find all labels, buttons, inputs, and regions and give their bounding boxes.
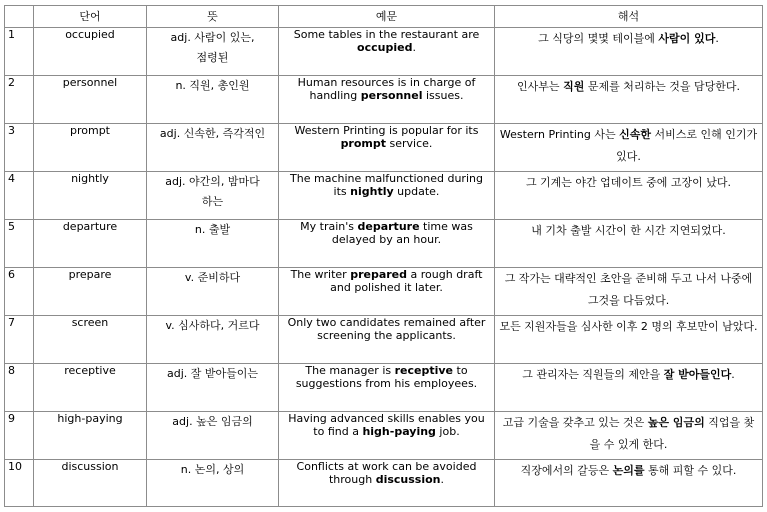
table-row [5, 268, 763, 316]
meaning-line: n. 직원, 총인원 [175, 79, 250, 92]
header-translation: 해석 [495, 6, 763, 28]
text-segment: 직업을 찾을 수 있게 한다. [589, 416, 755, 451]
highlighted-word: 신속한 [619, 128, 651, 141]
meaning-line: v. 심사하다, 거르다 [165, 319, 260, 332]
meaning-cell [147, 28, 279, 76]
translation-cell [495, 460, 763, 507]
word-cell: discussion [34, 460, 147, 507]
meaning-line: n. 출발 [194, 223, 231, 236]
example-sentence-cell [279, 28, 495, 76]
meaning-cell [147, 268, 279, 316]
table-row [5, 316, 763, 364]
table-row [5, 412, 763, 460]
text-segment: Only two candidates remained after screening the applicants. [287, 316, 486, 342]
text-segment: issues. [422, 89, 464, 102]
example-sentence-cell [279, 124, 495, 172]
row-number: 3 [5, 124, 34, 172]
meaning-line: n. 논의, 상의 [180, 463, 245, 476]
meaning-cell [147, 124, 279, 172]
table-row [5, 28, 763, 76]
example-sentence-cell [279, 268, 495, 316]
text-segment: service. [386, 137, 433, 150]
meaning-line: adj. 높은 임금의 [172, 415, 253, 428]
text-segment: My train's [300, 220, 358, 233]
word-cell: receptive [34, 364, 147, 412]
text-segment: 그 작가는 대략적인 초안을 준비해 두고 나서 나중에 그것을 다듬었다. [504, 272, 753, 307]
table-row [5, 460, 763, 507]
meaning-line: adj. 신속한, 즉각적인 [159, 127, 266, 140]
table-row [5, 220, 763, 268]
table-body [5, 28, 763, 507]
text-segment: 고급 기술을 갖추고 있는 것은 [502, 416, 648, 429]
header-row [5, 6, 763, 28]
highlighted-word: 사람이 있다 [658, 32, 716, 45]
text-segment: 모든 지원자들을 심사한 이후 2 명의 후보만이 남았다. [499, 320, 758, 333]
text-segment: time was delayed by an hour. [331, 220, 473, 246]
translation-cell [495, 172, 763, 220]
table-row [5, 172, 763, 220]
table-row [5, 124, 763, 172]
word-cell: high-paying [34, 412, 147, 460]
word-cell: departure [34, 220, 147, 268]
text-segment: The writer [290, 268, 351, 281]
translation-cell [495, 124, 763, 172]
highlighted-word: discussion [375, 473, 441, 486]
text-segment: Some tables in the restaurant are [293, 28, 480, 41]
text-segment: 그 관리자는 직원들의 제안을 [522, 368, 664, 381]
highlighted-word: 잘 받아들인다 [663, 368, 732, 381]
highlighted-word: receptive [394, 364, 454, 377]
text-segment: The machine malfunctioned during its [290, 172, 483, 198]
translation-cell [495, 316, 763, 364]
highlighted-word: 직원 [563, 80, 585, 93]
row-number: 1 [5, 28, 34, 76]
example-sentence-cell [279, 364, 495, 412]
highlighted-word: nightly [350, 185, 394, 198]
word-cell: occupied [34, 28, 147, 76]
header-word: 단어 [34, 6, 147, 28]
row-number: 9 [5, 412, 34, 460]
meaning-line: adj. 잘 받아들이는 [166, 367, 259, 380]
meaning-cell [147, 172, 279, 220]
text-segment: update. [393, 185, 440, 198]
meaning-line: v. 준비하다 [184, 271, 241, 284]
text-segment: . [731, 368, 735, 381]
table-row [5, 76, 763, 124]
highlighted-word: occupied [357, 41, 413, 54]
example-sentence-cell [279, 220, 495, 268]
translation-cell [495, 268, 763, 316]
translation-cell [495, 76, 763, 124]
text-segment: . [440, 473, 444, 486]
translation-cell [495, 364, 763, 412]
text-segment: . [715, 32, 719, 45]
text-segment: job. [435, 425, 460, 438]
text-segment: Western Printing 사는 [499, 128, 620, 141]
text-segment: 문제를 처리하는 것을 담당한다. [584, 80, 740, 93]
text-segment: 내 기차 출발 시간이 한 시간 지연되었다. [531, 224, 726, 237]
row-number: 2 [5, 76, 34, 124]
highlighted-word: high-paying [362, 425, 436, 438]
word-cell: prompt [34, 124, 147, 172]
text-segment: a rough draft and polished it later. [330, 268, 483, 294]
word-cell: prepare [34, 268, 147, 316]
row-number: 10 [5, 460, 34, 507]
header-meaning: 뜻 [147, 6, 279, 28]
text-segment: The manager is [305, 364, 395, 377]
meaning-cell [147, 76, 279, 124]
meaning-cell [147, 316, 279, 364]
row-number: 5 [5, 220, 34, 268]
text-segment: 통해 피할 수 있다. [644, 464, 737, 477]
translation-cell [495, 412, 763, 460]
row-number: 8 [5, 364, 34, 412]
example-sentence-cell [279, 316, 495, 364]
highlighted-word: 높은 임금의 [647, 416, 705, 429]
header-number [5, 6, 34, 28]
text-segment: 직장에서의 갈등은 [520, 464, 613, 477]
meaning-line: 하는 [201, 195, 224, 208]
meaning-cell [147, 412, 279, 460]
vocabulary-table [4, 5, 763, 507]
row-number: 7 [5, 316, 34, 364]
header-example: 예문 [279, 6, 495, 28]
meaning-line: adj. 사람이 있는, [170, 31, 255, 44]
example-sentence-cell [279, 76, 495, 124]
translation-cell [495, 28, 763, 76]
text-segment: 인사부는 [517, 80, 564, 93]
meaning-cell [147, 460, 279, 507]
table-row [5, 364, 763, 412]
text-segment: 그 기계는 야간 업데이트 중에 고장이 났다. [525, 176, 732, 189]
translation-cell [495, 220, 763, 268]
text-segment: Human resources is in charge of handling [297, 76, 476, 102]
word-cell: screen [34, 316, 147, 364]
row-number: 6 [5, 268, 34, 316]
row-number: 4 [5, 172, 34, 220]
meaning-cell [147, 220, 279, 268]
example-sentence-cell [279, 460, 495, 507]
highlighted-word: prompt [340, 137, 387, 150]
text-segment: to suggestions from his employees. [295, 364, 478, 390]
highlighted-word: prepared [350, 268, 408, 281]
meaning-cell [147, 364, 279, 412]
text-segment: 서비스로 인해 인기가 있다. [616, 128, 758, 163]
highlighted-word: departure [357, 220, 420, 233]
highlighted-word: personnel [360, 89, 423, 102]
example-sentence-cell [279, 412, 495, 460]
meaning-line: 점령된 [196, 51, 229, 64]
word-cell: nightly [34, 172, 147, 220]
text-segment: . [412, 41, 416, 54]
word-cell: personnel [34, 76, 147, 124]
meaning-line: adj. 야간의, 밤마다 [165, 175, 260, 188]
text-segment: 그 식당의 몇몇 테이블에 [538, 32, 659, 45]
text-segment: Having advanced skills enables you to find a [288, 412, 485, 438]
example-sentence-cell [279, 172, 495, 220]
text-segment: Conflicts at work can be avoided through [296, 460, 477, 486]
highlighted-word: 논의를 [612, 464, 645, 477]
text-segment: Western Printing is popular for its [294, 124, 479, 137]
